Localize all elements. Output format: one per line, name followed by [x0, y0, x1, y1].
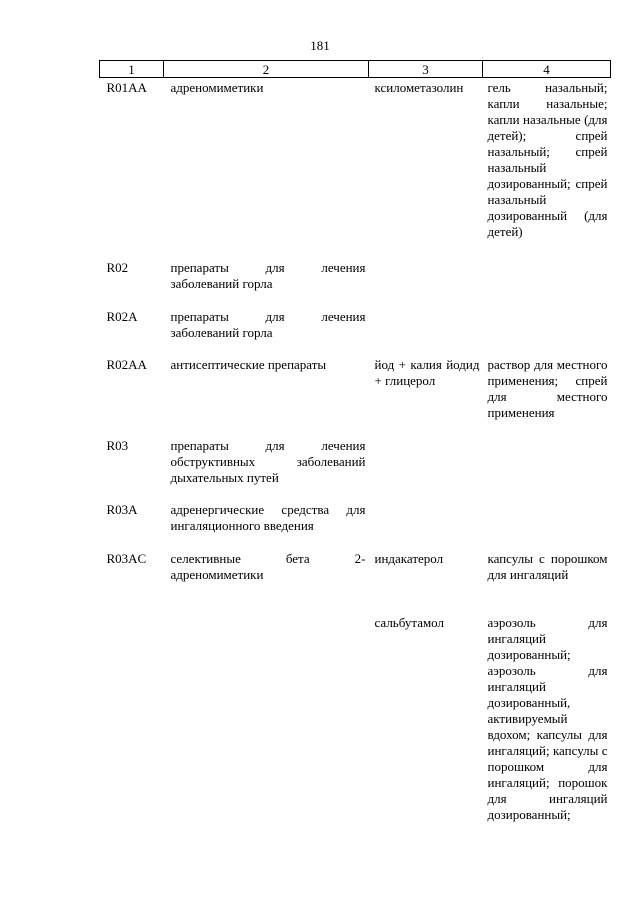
atc-code: R03	[106, 437, 129, 453]
drug-name: ксилометазолин	[374, 80, 464, 95]
group-name	[164, 615, 369, 823]
table-row	[100, 615, 611, 823]
group-name: препараты для лечения заболеваний горла	[170, 259, 366, 291]
table-row	[100, 260, 611, 309]
dosage-form: аэрозоль для ингаляций дозированный; аэрозоль для ингаляций дозированный, активируемый вдохом; капсулы для ингаляций; капсулы с порошком для ингаляций; порошок для ингаляций дозированный;	[487, 614, 608, 822]
dosage-form: капсулы с порошком для ингаляций	[487, 550, 608, 582]
atc-code: R03AC	[106, 550, 147, 566]
atc-code: R03A	[106, 501, 138, 517]
group-name: адренергические средства для ингаляционного введения	[170, 501, 366, 533]
dosage-form: гель назальный; капли назальные; капли назальные (для детей); спрей назальный; спрей назальный дозированный; спрей назальный дозированный (для детей)	[487, 80, 608, 239]
atc-code: R02A	[106, 308, 138, 324]
dosage-form	[483, 438, 611, 502]
table-row	[100, 438, 611, 502]
atc-code: R01AA	[106, 80, 147, 95]
group-name: антисептические препараты	[170, 356, 327, 372]
drug-table	[99, 60, 611, 823]
table-row	[100, 357, 611, 438]
atc-code	[100, 615, 164, 823]
table-row	[100, 78, 611, 260]
group-name: препараты для лечения заболеваний горла	[170, 308, 366, 340]
dosage-form	[483, 309, 611, 357]
atc-code: R02	[106, 259, 129, 275]
group-name: селективные бета 2-адреномиметики	[170, 550, 366, 582]
drug-name: йод + калия йодид + глицерол	[374, 356, 480, 388]
column-header-3: 3	[369, 61, 483, 78]
column-header-1: 1	[100, 61, 164, 78]
dosage-form: раствор для местного применения; спрей для местного применения	[487, 356, 608, 420]
group-name: препараты для лечения обструктивных заболеваний дыхательных путей	[170, 437, 366, 485]
drug-name	[369, 438, 483, 502]
page-number: 181	[310, 38, 330, 53]
drug-name	[369, 309, 483, 357]
column-header-4: 4	[483, 61, 611, 78]
group-name: адреномиметики	[170, 80, 264, 95]
drug-name	[369, 502, 483, 551]
atc-code: R02AA	[106, 356, 147, 372]
dosage-form	[483, 260, 611, 309]
table-header-row	[100, 61, 611, 78]
table-row	[100, 551, 611, 615]
table-row	[100, 502, 611, 551]
column-header-2: 2	[164, 61, 369, 78]
drug-name: сальбутамол	[374, 614, 445, 630]
table-row	[100, 309, 611, 357]
drug-name	[369, 260, 483, 309]
drug-name: индакатерол	[374, 550, 444, 566]
dosage-form	[483, 502, 611, 551]
